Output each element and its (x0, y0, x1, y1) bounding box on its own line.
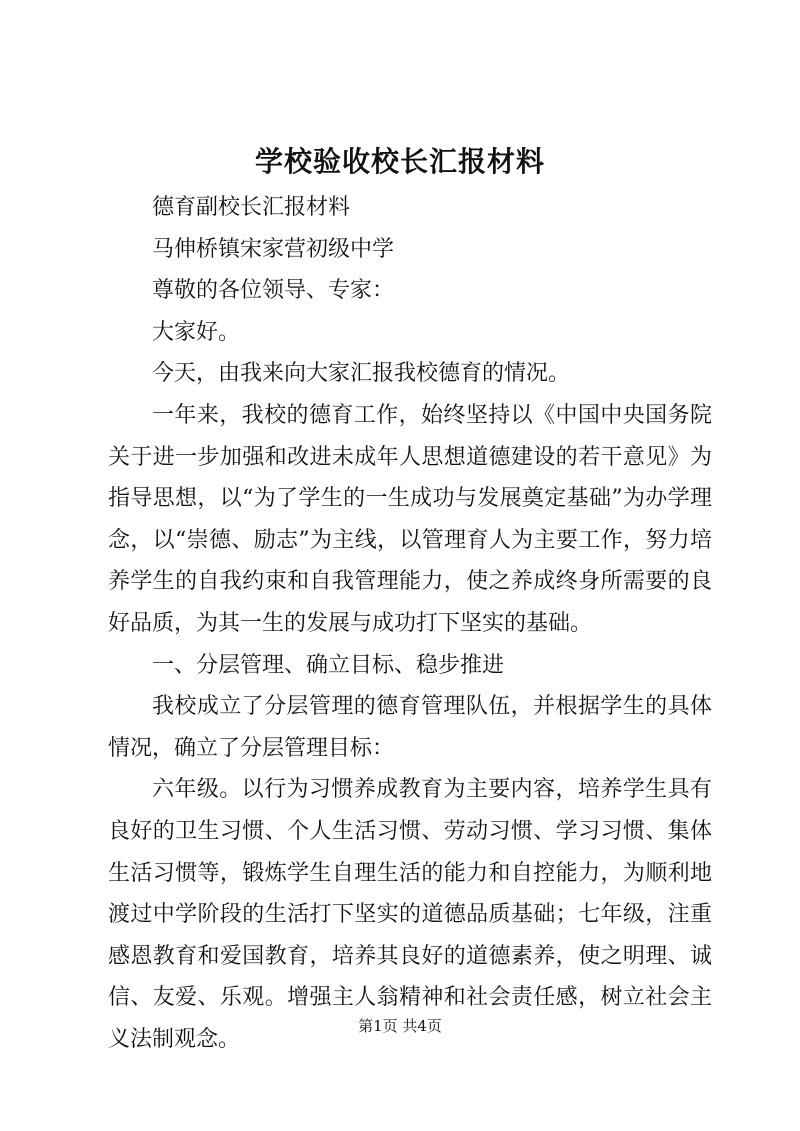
document-body (108, 187, 712, 1060)
paragraph-grades: 六年级。以行为习惯养成教育为主要内容，培养学生具有良好的卫生习惯、个人生活习惯、劳动习惯、学习习惯、集体生活习惯等，锻炼学生自理生活的能力和自控能力，为顺利地渡过中学阶段的生活打下坚实的道德品质基础；七年级，注重感恩教育和爱国教育，培养其良好的道德素养，使之明理、诚信、友爱、乐观。增强主人翁精神和社会责任感，树立社会主义法制观念。 (108, 777, 712, 1052)
paragraph-salutation: 尊敬的各位领导、专家： (152, 278, 395, 304)
paragraph-school-name: 马伸桥镇宋家营初级中学 (152, 236, 395, 262)
paragraph-overview: 一年来，我校的德育工作，始终坚持以《中国中央国务院关于进一步加强和改进未成年人思想道德建设的若干意见》为指导思想，以“为了学生的一生成功与发展奠定基础”为办学理念，以“崇德、励志”为主线，以管理育人为主要工作，努力培养学生的自我约束和自我管理能力，使之养成终身所需要的良好品质，为其一生的发展与成功打下坚实的基础。 (108, 402, 712, 636)
document-title: 学校验收校长汇报材料 (254, 145, 545, 178)
paragraph-greeting: 大家好。 (152, 319, 241, 345)
paragraph-intro: 今天，由我来向大家汇报我校德育的情况。 (152, 361, 571, 387)
paragraph-management: 我校成立了分层管理的德育管理队伍，并根据学生的具体情况，确立了分层管理目标： (108, 694, 712, 761)
paragraph-subtitle: 德育副校长汇报材料 (152, 195, 351, 220)
section-heading: 一、分层管理、确立目标、稳步推进 (152, 652, 505, 678)
page-footer: 第1页 共4页 (358, 1017, 442, 1035)
